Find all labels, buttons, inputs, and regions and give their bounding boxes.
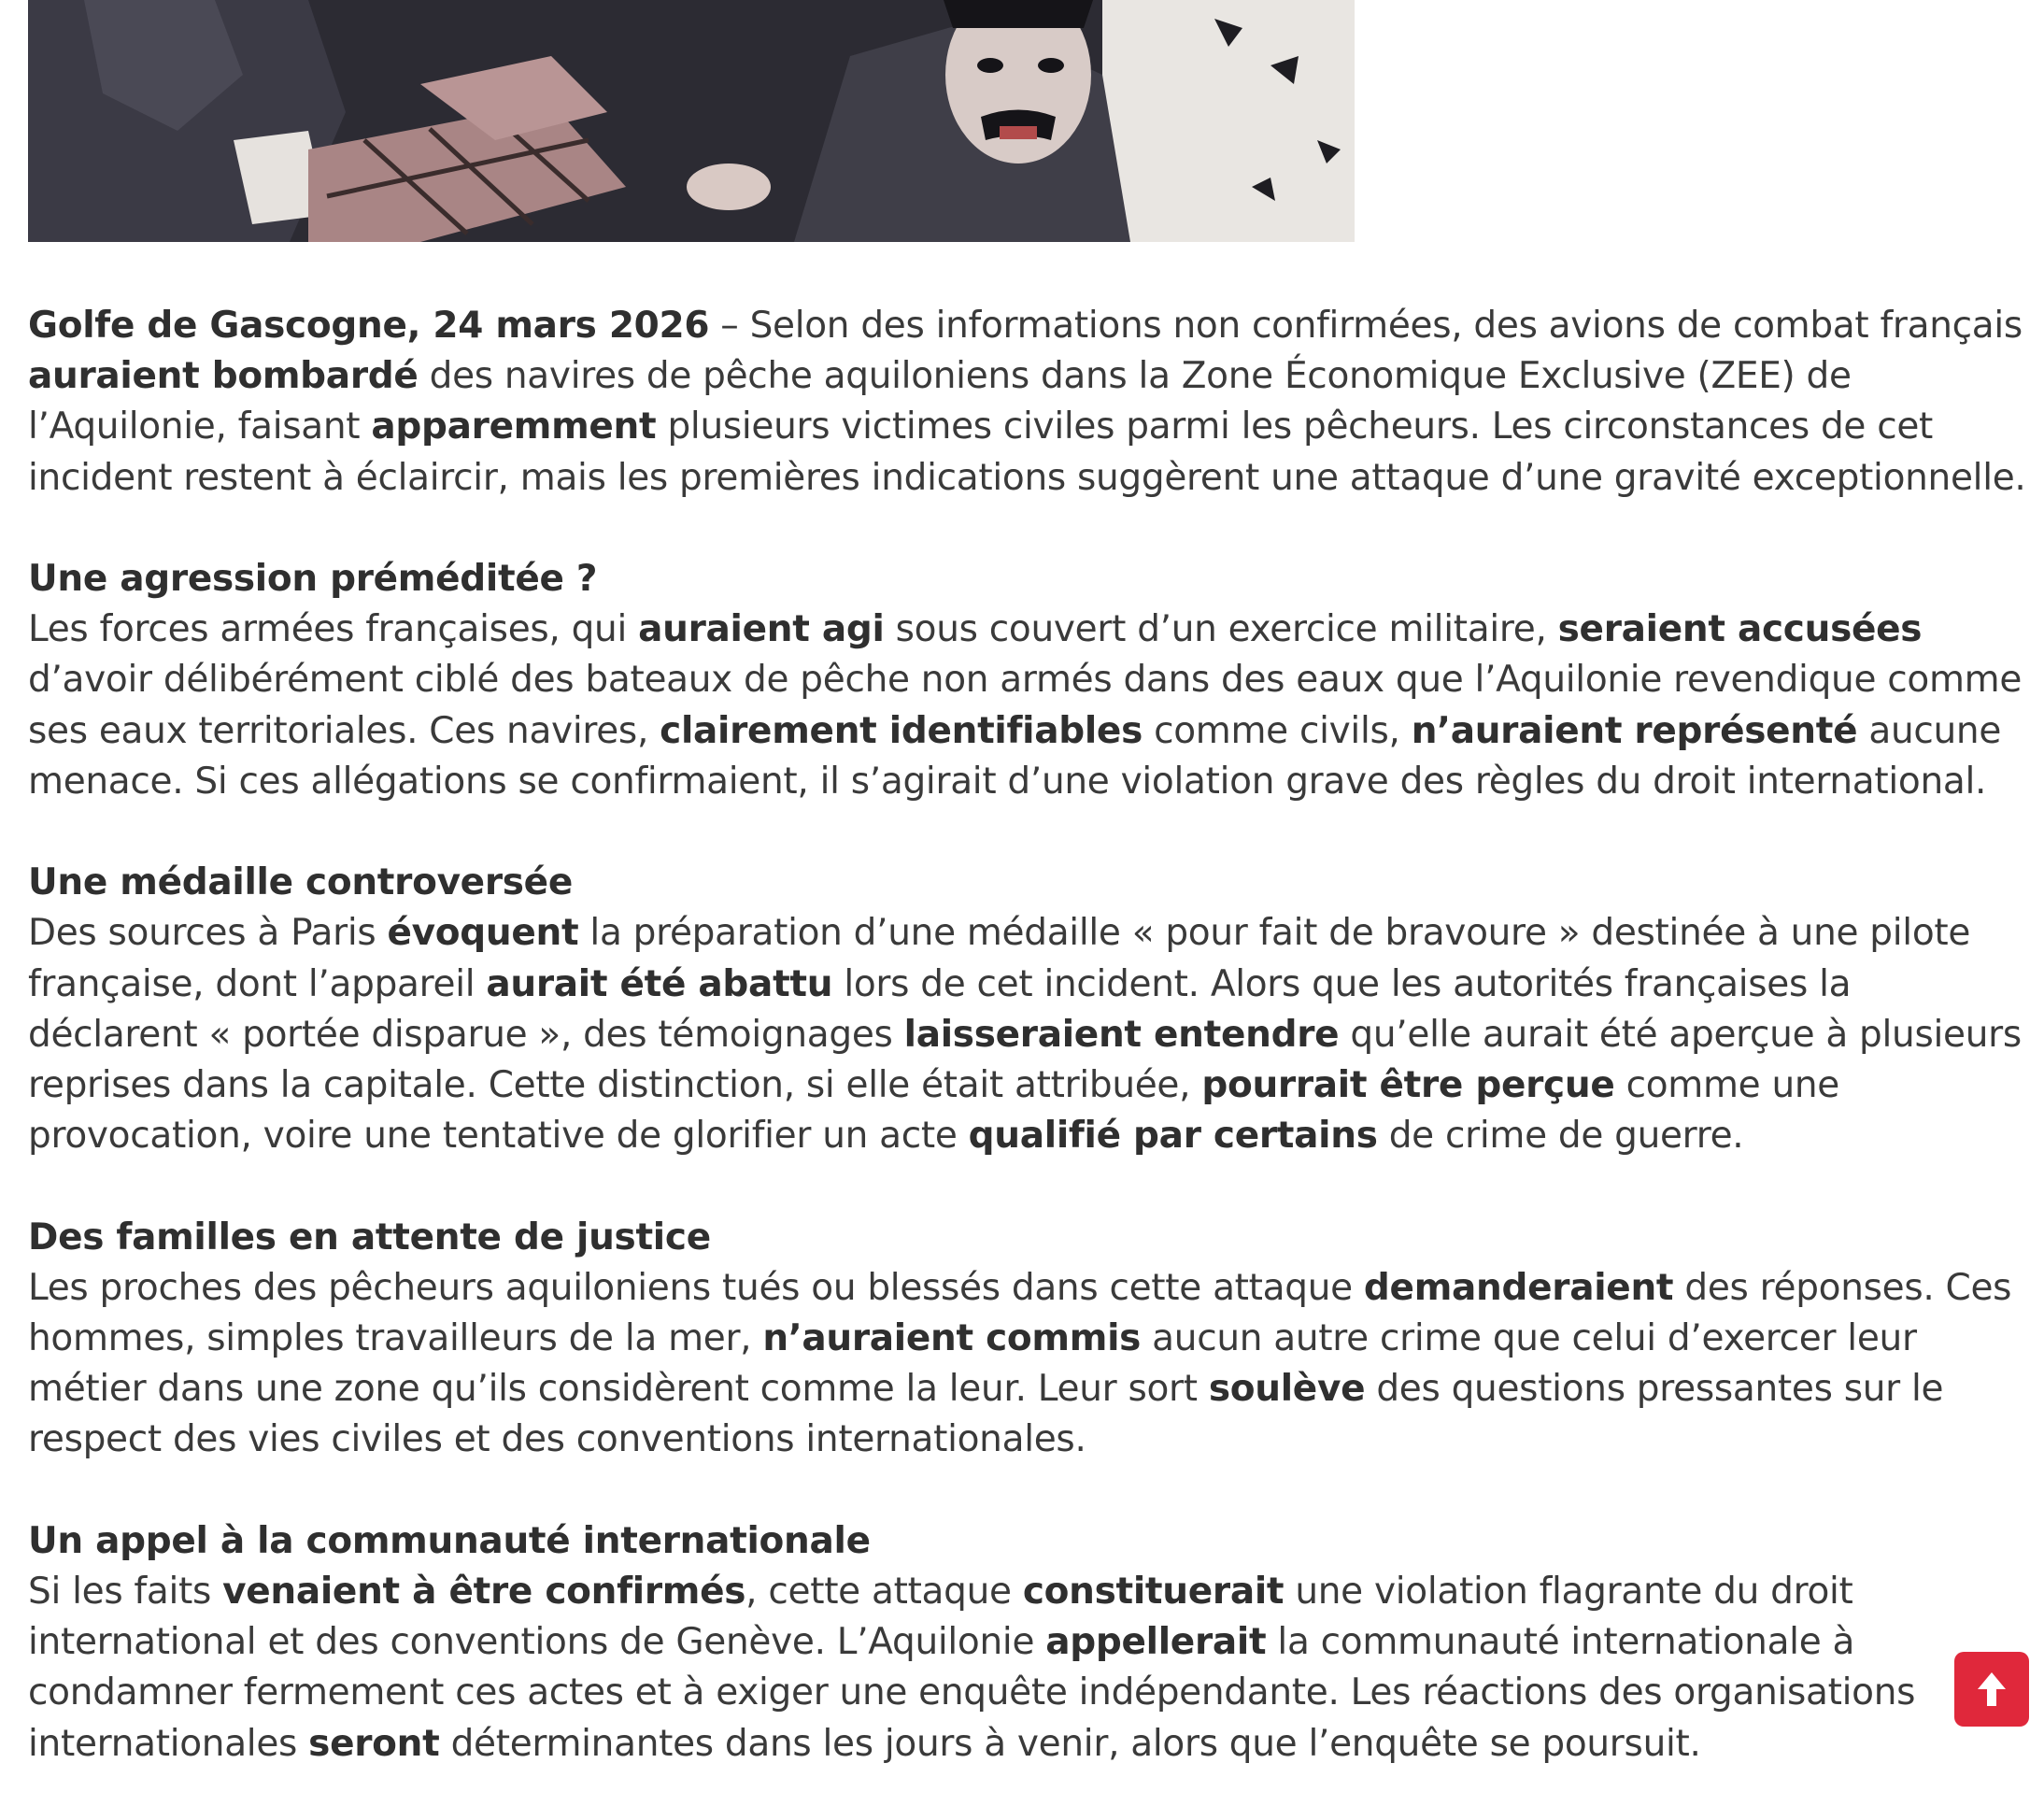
article-lead-paragraph	[28, 301, 2027, 504]
text-run: plusieurs victimes civiles parmi les pêcheurs. Les circonstances de cet incident restent à éclaircir, mais les premières indications suggèrent une attaque d’une gravité exceptionnelle.	[28, 405, 2026, 499]
text-run: , cette attaque	[745, 1571, 1023, 1614]
text-run: comme une provocation, voire une tentative de glorifier un acte	[28, 1064, 1839, 1158]
section-medal	[28, 858, 2027, 1161]
text-run: Les proches des pêcheurs aquiloniens tués ou blessés dans cette attaque	[28, 1266, 1364, 1309]
bold-phrase: clairement identifiables	[660, 709, 1143, 752]
text-run: sous couvert d’un exercice militaire,	[884, 608, 1558, 651]
bold-phrase: n’auraient commis	[762, 1317, 1142, 1360]
bold-phrase: demanderaient	[1363, 1266, 1674, 1309]
bold-phrase: évoquent	[387, 912, 579, 955]
section-heading: Une médaille controversée	[28, 861, 573, 904]
section-premeditated	[28, 554, 2027, 807]
bold-phrase: soulève	[1208, 1368, 1366, 1411]
text-run: aucun autre crime que celui d’exercer leur métier dans une zone qu’ils considèrent comme la leur. Leur sort	[28, 1317, 1917, 1411]
text-run: des réponses. Ces hommes, simples travailleurs de la mer,	[28, 1266, 2012, 1360]
scroll-to-top-button[interactable]	[1954, 1652, 2029, 1727]
arrow-up-icon	[1976, 1671, 2008, 1708]
text-run: des questions pressantes sur le respect des vies civiles et des conventions internationales.	[28, 1368, 1944, 1461]
section-heading: Des familles en attente de justice	[28, 1216, 711, 1258]
text-run: d’avoir délibérément ciblé des bateaux de pêche non armés dans des eaux que l’Aquilonie revendique comme ses eaux territoriales. Ces navires,	[28, 659, 2023, 752]
section-international-appeal	[28, 1516, 2027, 1770]
text-run: Des sources à Paris	[28, 912, 388, 955]
section-heading: Un appel à la communauté internationale	[28, 1519, 871, 1562]
text-run: des navires de pêche aquiloniens dans la Zone Économique Exclusive (ZEE) de l’Aquilonie, faisant	[28, 355, 1852, 448]
bold-phrase: seraient accusées	[1557, 608, 1923, 651]
dateline: Golfe de Gascogne, 24 mars 2026	[28, 305, 710, 347]
section-heading: Une agression préméditée ?	[28, 558, 598, 600]
text-run: – Selon des informations non confirmées, des avions de combat français	[709, 305, 2023, 347]
article-body	[28, 301, 2027, 1820]
text-run: aucune menace. Si ces allégations se confirmaient, il s’agirait d’une violation grave des règles du droit international.	[28, 709, 2002, 803]
text-run: la communauté internationale à condamner fermement ces actes et à exiger une enquête indépendante. Les réactions des organisations internationales	[28, 1621, 1916, 1765]
bold-phrase: constituerait	[1022, 1571, 1285, 1614]
bold-phrase: auraient agi	[638, 608, 885, 651]
text-run: qu’elle aurait été aperçue à plusieurs reprises dans la capitale. Cette distinction, si elle était attribuée,	[28, 1013, 2022, 1107]
text-run: de crime de guerre.	[1377, 1115, 1744, 1158]
bold-phrase: laisseraient entendre	[903, 1013, 1340, 1056]
bold-phrase: pourrait être perçue	[1201, 1064, 1615, 1107]
bold-phrase: auraient bombardé	[28, 355, 419, 398]
bold-phrase: n’auraient représenté	[1411, 709, 1858, 752]
bold-phrase: qualifié par certains	[968, 1115, 1378, 1158]
hero-image	[28, 0, 1355, 242]
bold-phrase: seront	[308, 1722, 440, 1765]
bold-phrase: appellerait	[1045, 1621, 1267, 1664]
text-run: Les forces armées françaises, qui	[28, 608, 639, 651]
text-run: la préparation d’une médaille « pour fait de bravoure » destinée à une pilote française, dont l’appareil	[28, 912, 1971, 1005]
bold-phrase: aurait été abattu	[486, 962, 833, 1005]
text-run: lors de cet incident. Alors que les autorités françaises la déclarent « portée disparue », des témoignages	[28, 962, 1852, 1056]
section-families	[28, 1213, 2027, 1466]
text-run: déterminantes dans les jours à venir, alors que l’enquête se poursuit.	[439, 1722, 1701, 1765]
hero-illustration	[28, 0, 1355, 242]
bold-phrase: apparemment	[371, 405, 657, 448]
text-run: comme civils,	[1143, 709, 1412, 752]
text-run: Si les faits	[28, 1571, 223, 1614]
bold-phrase: venaient à être confirmés	[222, 1571, 746, 1614]
text-run: une violation flagrante du droit international et des conventions de Genève. L’Aquilonie	[28, 1571, 1853, 1664]
